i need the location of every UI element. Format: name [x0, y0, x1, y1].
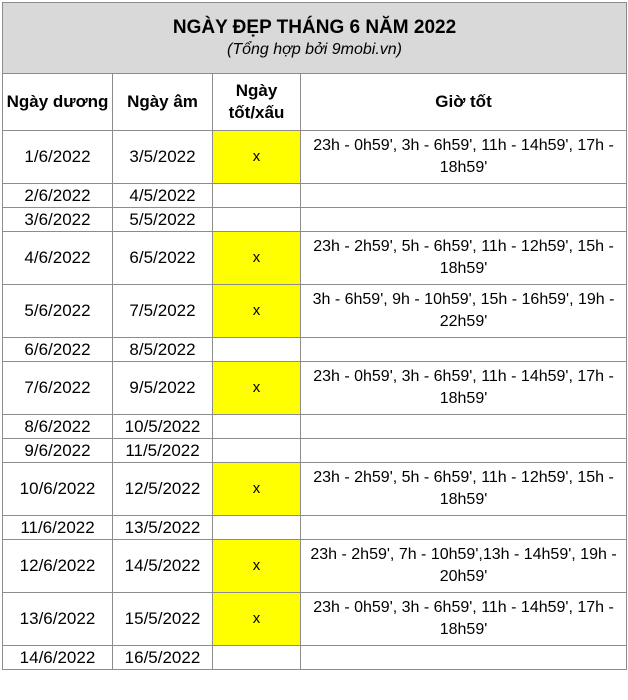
good-hours-cell	[301, 415, 627, 439]
lunar-date-cell: 12/5/2022	[113, 463, 213, 516]
table-row	[3, 516, 627, 540]
table-row	[3, 439, 627, 463]
solar-date-cell: 3/6/2022	[3, 208, 113, 232]
lunar-date-cell: 15/5/2022	[113, 593, 213, 646]
table-row	[3, 593, 627, 646]
good-hours-cell	[301, 208, 627, 232]
header-lunar-date: Ngày âm	[113, 74, 213, 131]
quality-mark-cell: x	[213, 285, 301, 338]
quality-mark-cell: x	[213, 362, 301, 415]
table-row	[3, 338, 627, 362]
good-hours-cell: 23h - 0h59', 3h - 6h59', 11h - 14h59', 17h - 18h59'	[301, 362, 627, 415]
solar-date-cell: 9/6/2022	[3, 439, 113, 463]
quality-mark-cell	[213, 415, 301, 439]
header-row	[3, 74, 627, 131]
solar-date-cell: 8/6/2022	[3, 415, 113, 439]
good-hours-cell: 23h - 2h59', 5h - 6h59', 11h - 12h59', 15h - 18h59'	[301, 463, 627, 516]
table-row	[3, 646, 627, 670]
lunar-date-cell: 9/5/2022	[113, 362, 213, 415]
good-hours-cell: 23h - 2h59', 5h - 6h59', 11h - 12h59', 15h - 18h59'	[301, 232, 627, 285]
solar-date-cell: 12/6/2022	[3, 540, 113, 593]
header-good-hours: Giờ tốt	[301, 74, 627, 131]
quality-mark-cell	[213, 184, 301, 208]
solar-date-cell: 10/6/2022	[3, 463, 113, 516]
table-row	[3, 540, 627, 593]
solar-date-cell: 11/6/2022	[3, 516, 113, 540]
table-row	[3, 463, 627, 516]
table-row	[3, 285, 627, 338]
lunar-date-cell: 14/5/2022	[113, 540, 213, 593]
quality-mark-cell: x	[213, 131, 301, 184]
solar-date-cell: 14/6/2022	[3, 646, 113, 670]
page-title: NGÀY ĐẸP THÁNG 6 NĂM 2022	[172, 17, 457, 38]
title-cell	[3, 3, 627, 74]
table-row	[3, 415, 627, 439]
quality-mark-cell	[213, 439, 301, 463]
title-row	[3, 3, 627, 74]
good-hours-cell: 23h - 0h59', 3h - 6h59', 11h - 14h59', 17h - 18h59'	[301, 593, 627, 646]
quality-mark-cell: x	[213, 463, 301, 516]
page-subtitle: (Tổng hợp bởi 9mobi.vn)	[227, 41, 402, 58]
lunar-date-cell: 4/5/2022	[113, 184, 213, 208]
table-row	[3, 131, 627, 184]
lunar-date-cell: 8/5/2022	[113, 338, 213, 362]
lunar-date-cell: 5/5/2022	[113, 208, 213, 232]
quality-mark-cell: x	[213, 232, 301, 285]
solar-date-cell: 7/6/2022	[3, 362, 113, 415]
lunar-date-cell: 16/5/2022	[113, 646, 213, 670]
good-hours-cell: 23h - 0h59', 3h - 6h59', 11h - 14h59', 17h - 18h59'	[301, 131, 627, 184]
good-days-table	[2, 2, 627, 670]
table-row	[3, 184, 627, 208]
table-row	[3, 232, 627, 285]
good-hours-cell: 3h - 6h59', 9h - 10h59', 15h - 16h59', 19h - 22h59'	[301, 285, 627, 338]
quality-mark-cell: x	[213, 540, 301, 593]
lunar-date-cell: 6/5/2022	[113, 232, 213, 285]
header-solar-date: Ngày dương	[3, 74, 113, 131]
good-hours-cell	[301, 646, 627, 670]
table-body	[3, 131, 627, 670]
quality-mark-cell	[213, 646, 301, 670]
lunar-date-cell: 10/5/2022	[113, 415, 213, 439]
header-day-quality: Ngày tốt/xấu	[213, 74, 301, 131]
lunar-date-cell: 13/5/2022	[113, 516, 213, 540]
good-hours-cell	[301, 184, 627, 208]
quality-mark-cell: x	[213, 593, 301, 646]
good-hours-cell	[301, 516, 627, 540]
table-row	[3, 362, 627, 415]
good-hours-cell: 23h - 2h59', 7h - 10h59',13h - 14h59', 19h - 20h59'	[301, 540, 627, 593]
lunar-date-cell: 7/5/2022	[113, 285, 213, 338]
solar-date-cell: 13/6/2022	[3, 593, 113, 646]
solar-date-cell: 4/6/2022	[3, 232, 113, 285]
quality-mark-cell	[213, 516, 301, 540]
lunar-date-cell: 11/5/2022	[113, 439, 213, 463]
lunar-date-cell: 3/5/2022	[113, 131, 213, 184]
solar-date-cell: 2/6/2022	[3, 184, 113, 208]
solar-date-cell: 1/6/2022	[3, 131, 113, 184]
quality-mark-cell	[213, 338, 301, 362]
table-row	[3, 208, 627, 232]
quality-mark-cell	[213, 208, 301, 232]
solar-date-cell: 6/6/2022	[3, 338, 113, 362]
good-hours-cell	[301, 338, 627, 362]
solar-date-cell: 5/6/2022	[3, 285, 113, 338]
good-hours-cell	[301, 439, 627, 463]
